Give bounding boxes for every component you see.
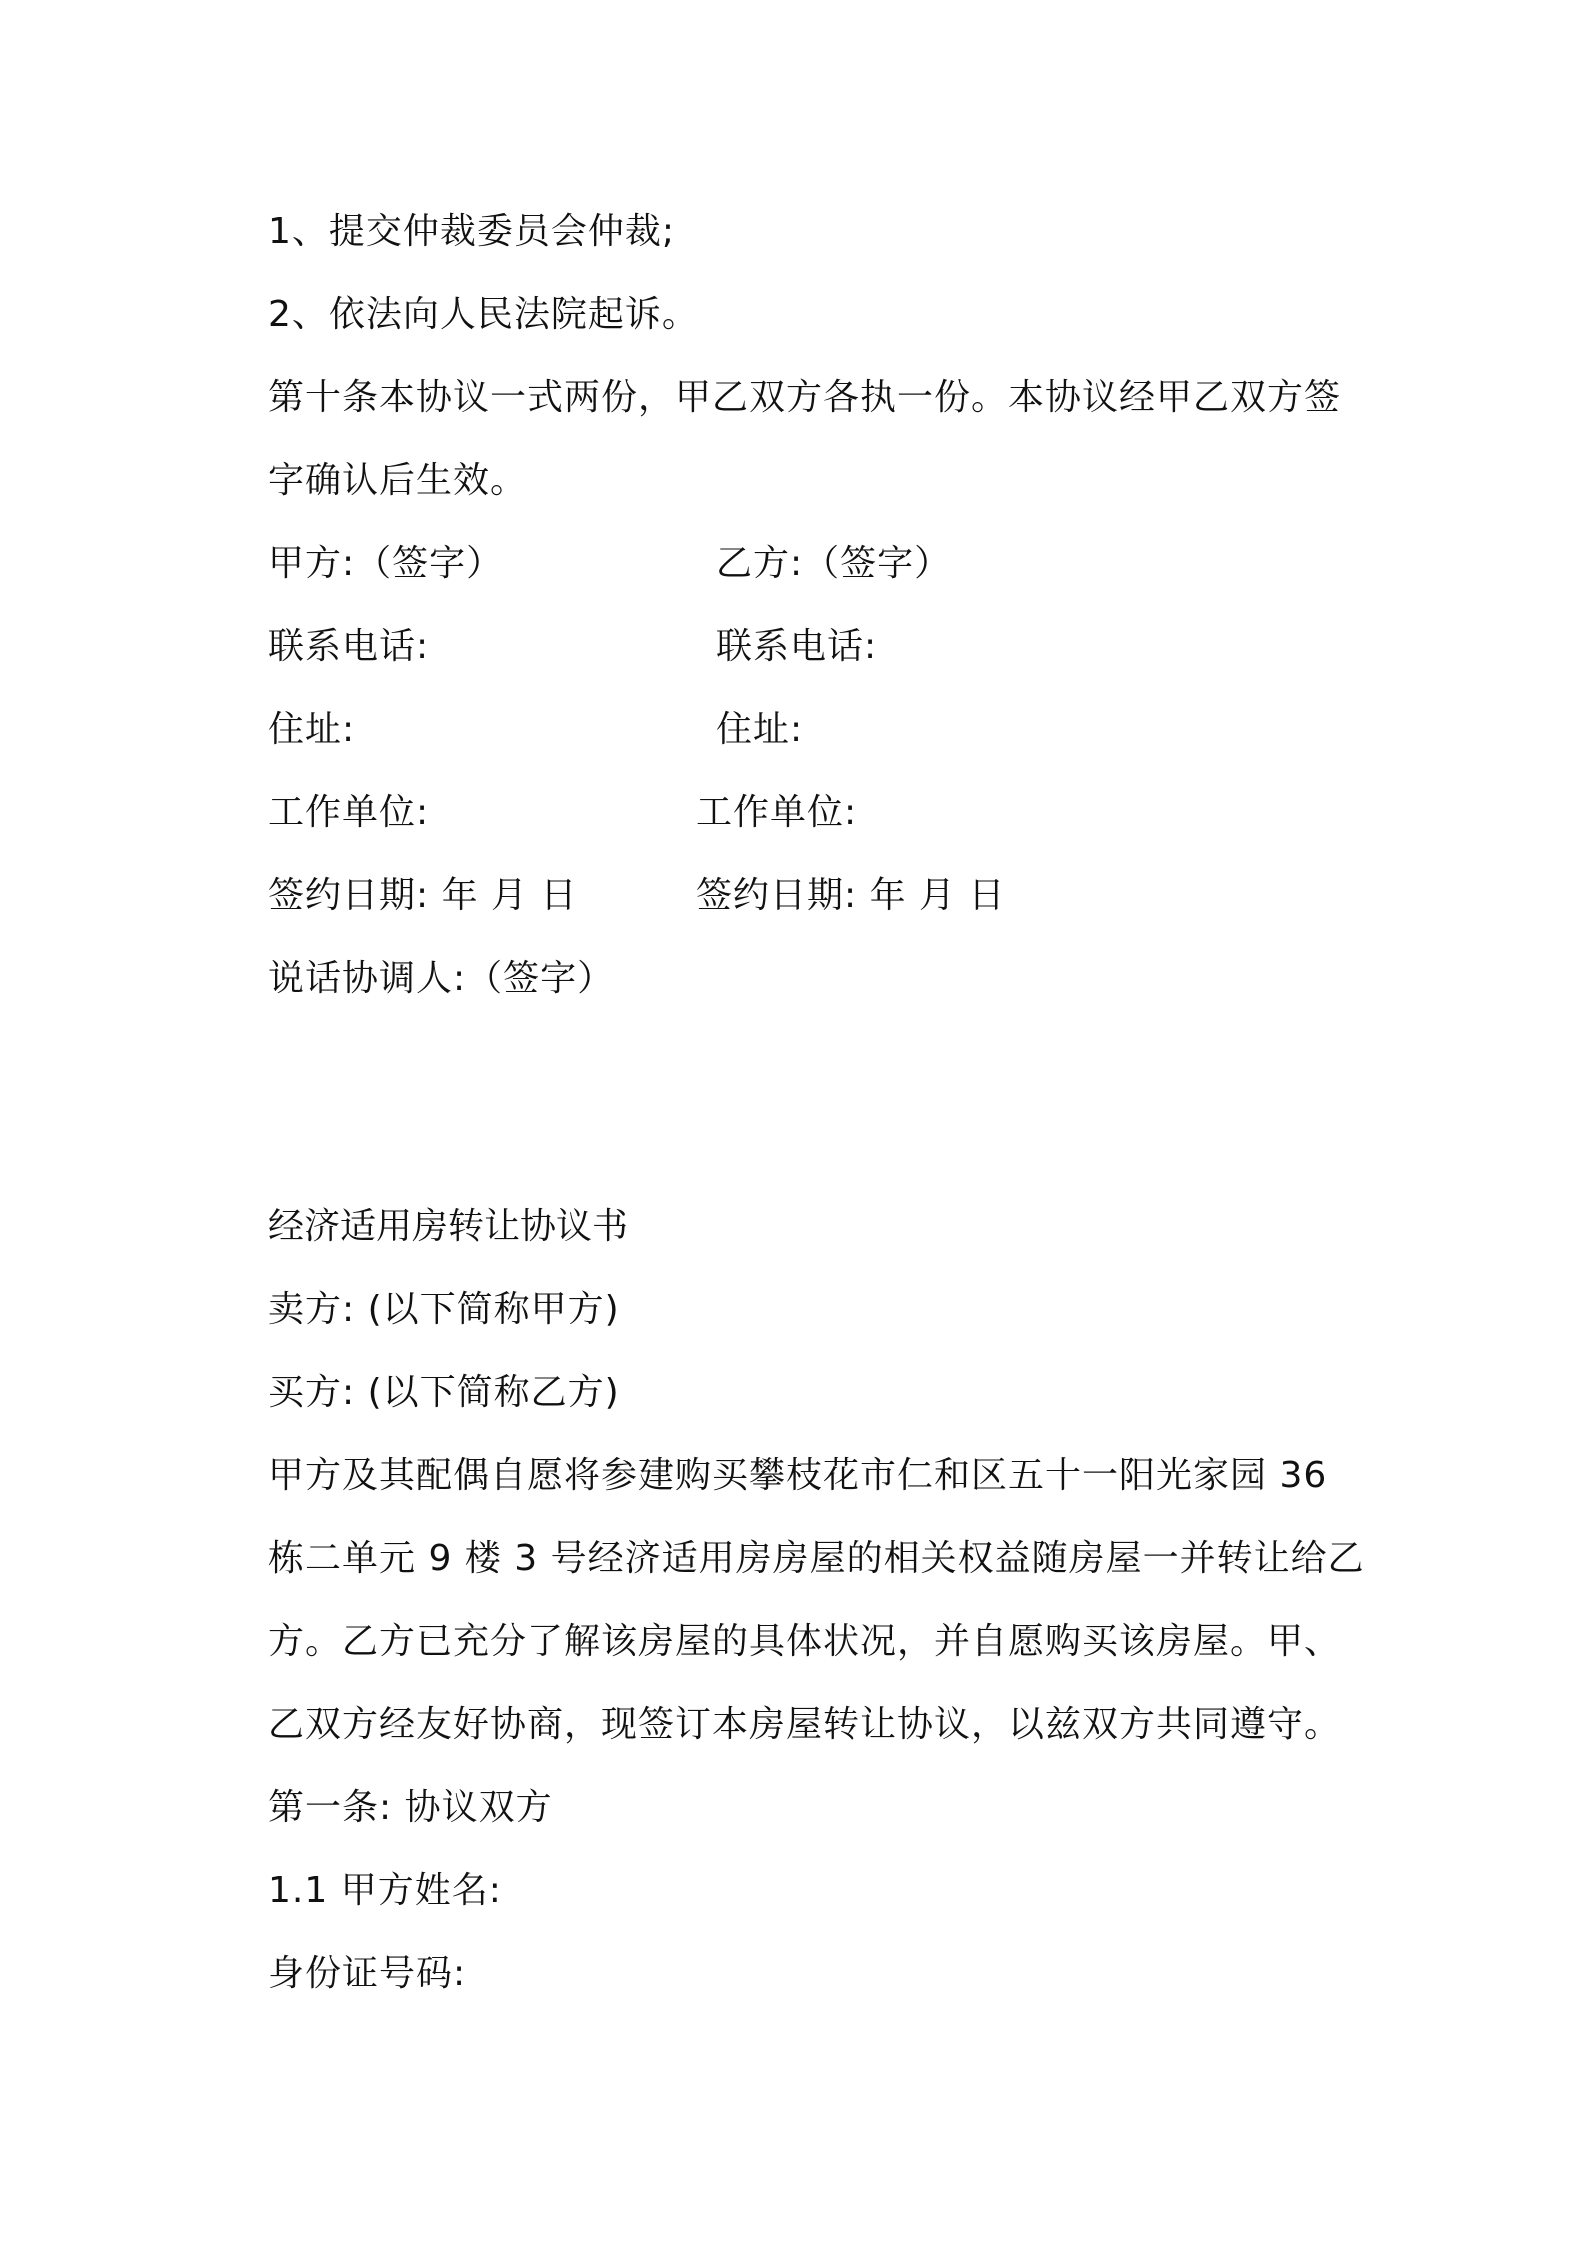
agreement-title: 经济适用房转让协议书 [268,1206,629,1247]
party-a-workplace: 工作单位: [268,792,430,833]
intro-paragraph-line-1: 甲方及其配偶自愿将参建购买攀枝花市仁和区五十一阳光家园 36 [268,1455,1328,1496]
party-b-signature: 乙方:（签字） [716,543,952,584]
party-b-address: 住址: [716,709,804,750]
article-1-heading: 第一条: 协议双方 [268,1787,553,1828]
clause-item-1: 1、提交仲裁委员会仲裁; [268,211,676,252]
clause-item-2: 2、依法向人民法院起诉。 [268,294,699,335]
party-a-phone: 联系电话: [268,626,430,667]
id-number-field: 身份证号码: [268,1953,467,1994]
party-a-name-field: 1.1 甲方姓名: [268,1870,502,1911]
article-10-line-1: 第十条本协议一式两份，甲乙双方各执一份。本协议经甲乙双方签 [268,377,1342,418]
party-a-address: 住址: [268,709,356,750]
intro-paragraph-line-3: 方。乙方已充分了解该房屋的具体状况，并自愿购买该房屋。甲、 [268,1621,1342,1662]
seller-line: 卖方: (以下简称甲方) [268,1289,620,1330]
party-a-sign-date: 签约日期: 年 月 日 [268,875,578,916]
party-b-sign-date: 签约日期: 年 月 日 [696,875,1006,916]
party-a-signature: 甲方:（签字） [268,543,504,584]
article-10-line-2: 字确认后生效。 [268,460,528,501]
intro-paragraph-line-4: 乙双方经友好协商，现签订本房屋转让协议，以兹双方共同遵守。 [268,1704,1342,1745]
party-b-workplace: 工作单位: [696,792,858,833]
intro-paragraph-line-2: 栋二单元 9 楼 3 号经济适用房房屋的相关权益随房屋一并转让给乙 [268,1538,1365,1579]
mediator-signature: 说话协调人:（签字） [268,958,615,999]
buyer-line: 买方: (以下简称乙方) [268,1372,620,1413]
party-b-phone: 联系电话: [716,626,878,667]
